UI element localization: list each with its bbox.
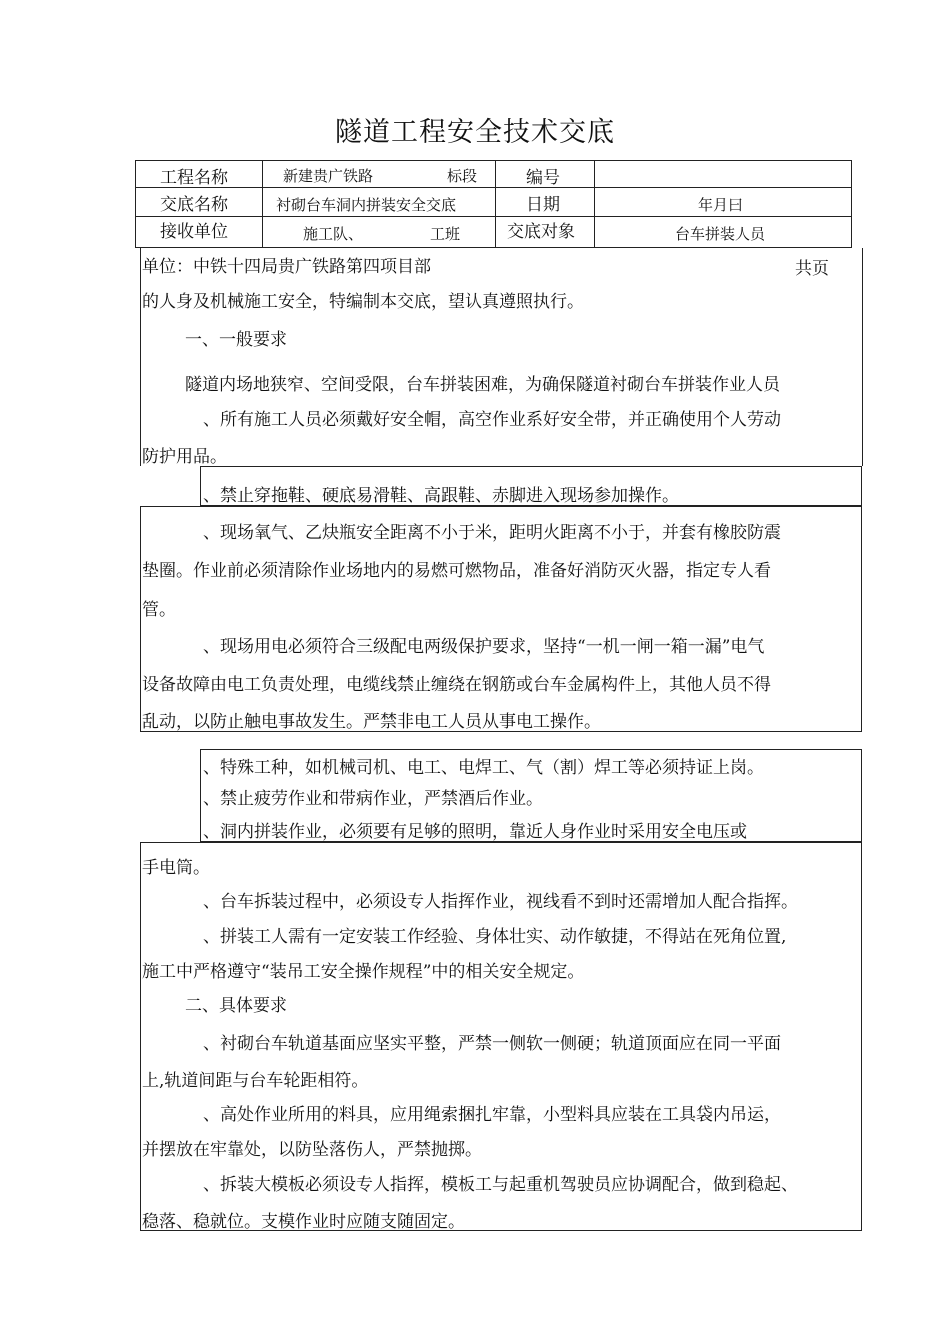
- body-line: 设备故障由电工负责处理，电缆线禁止缠绕在钢筋或台车金属构件上，其他人员不得: [142, 675, 771, 695]
- body-line: 、洞内拼装作业，必须要有足够的照明，靠近人身作业时采用安全电压或: [203, 822, 747, 842]
- body-line: 、禁止疲劳作业和带病作业，严禁酒后作业。: [203, 789, 543, 809]
- body-line: 、特殊工种，如机械司机、电工、电焊工、气（割）焊工等必须持证上岗。: [203, 758, 764, 778]
- value-disclosure-name: 衬砌台车洞内拼装安全交底: [276, 196, 457, 214]
- label-receiving-unit: 接收单位: [160, 222, 228, 242]
- body-line: 、现场用电必须符合三级配电两级保护要求，坚持“一机一闸一箱一漏”电气: [203, 637, 765, 657]
- body-line: 、高处作业所用的料具，应用绳索捆扎牢靠，小型料具应装在工具袋内吊运，: [203, 1105, 781, 1125]
- body-line: 、所有施工人员必须戴好安全帽，高空作业系好安全带，并正确使用个人劳动: [203, 410, 781, 430]
- value-construction-team: 施工队、: [303, 225, 364, 243]
- body-line: 、禁止穿拖鞋、硬底易滑鞋、高跟鞋、赤脚进入现场参加操作。: [203, 486, 679, 506]
- label-number: 编号: [526, 168, 560, 188]
- value-date: 年月曰: [698, 196, 744, 214]
- body-line: 防护用品。: [142, 447, 227, 467]
- body-line: 乱动，以防止触电事故发生。严禁非电工人员从事电工操作。: [142, 712, 601, 732]
- label-project-name: 工程名称: [160, 168, 228, 188]
- document-title: 隧道工程安全技术交底: [335, 117, 615, 148]
- body-line: 、现场氧气、乙炔瓶安全距离不小于米，距明火距离不小于，并套有橡胶防震: [203, 523, 781, 543]
- body-line: 的人身及机械施工安全，特编制本交底，望认真遵照执行。: [142, 292, 584, 312]
- body-line: 垫圈。作业前必须清除作业场地内的易燃可燃物品，准备好消防灭火器，指定专人看: [142, 561, 771, 581]
- value-section: 标段: [447, 167, 478, 185]
- body-line: 上,轨道间距与台车轮距相符。: [142, 1071, 369, 1091]
- body-line: 、衬砌台车轨道基面应坚实平整，严禁一侧软一侧硬；轨道顶面应在同一平面: [203, 1034, 781, 1054]
- page-count: 共页: [795, 259, 829, 279]
- value-target: 台车拼装人员: [675, 225, 766, 243]
- value-work-shift: 工班: [430, 225, 461, 243]
- value-project-name: 新建贵广铁路: [283, 167, 374, 185]
- section-heading-general: 一、一般要求: [185, 330, 287, 350]
- body-line: 、台车拆装过程中，必须设专人指挥作业，视线看不到时还需增加人配合指挥。: [203, 892, 798, 912]
- body-line: 、拼装工人需有一定安装工作经验、身体壮实、动作敏捷，不得站在死角位置,: [203, 927, 787, 947]
- label-disclosure-name: 交底名称: [160, 195, 228, 215]
- body-line: 稳落、稳就位。支模作业时应随支随固定。: [142, 1212, 465, 1232]
- label-date: 日期: [526, 195, 560, 215]
- label-target: 交底对象: [507, 222, 575, 242]
- body-line: 、拆装大模板必须设专人指挥，模板工与起重机驾驶员应协调配合，做到稳起、: [203, 1175, 798, 1195]
- unit-line: 单位：中铁十四局贵广铁路第四项目部: [142, 257, 431, 277]
- body-line: 施工中严格遵守“装吊工安全操作规程”中的相关安全规定。: [142, 962, 585, 982]
- section-heading-specific: 二、具体要求: [185, 996, 287, 1016]
- body-line: 手电筒。: [142, 858, 210, 878]
- body-line: 隧道内场地狭窄、空间受限，台车拼装困难，为确保隧道衬砌台车拼装作业人员: [185, 375, 780, 395]
- body-line: 并摆放在牢靠处，以防坠落伤人，严禁抛掷。: [142, 1140, 482, 1160]
- body-line: 管。: [142, 600, 176, 620]
